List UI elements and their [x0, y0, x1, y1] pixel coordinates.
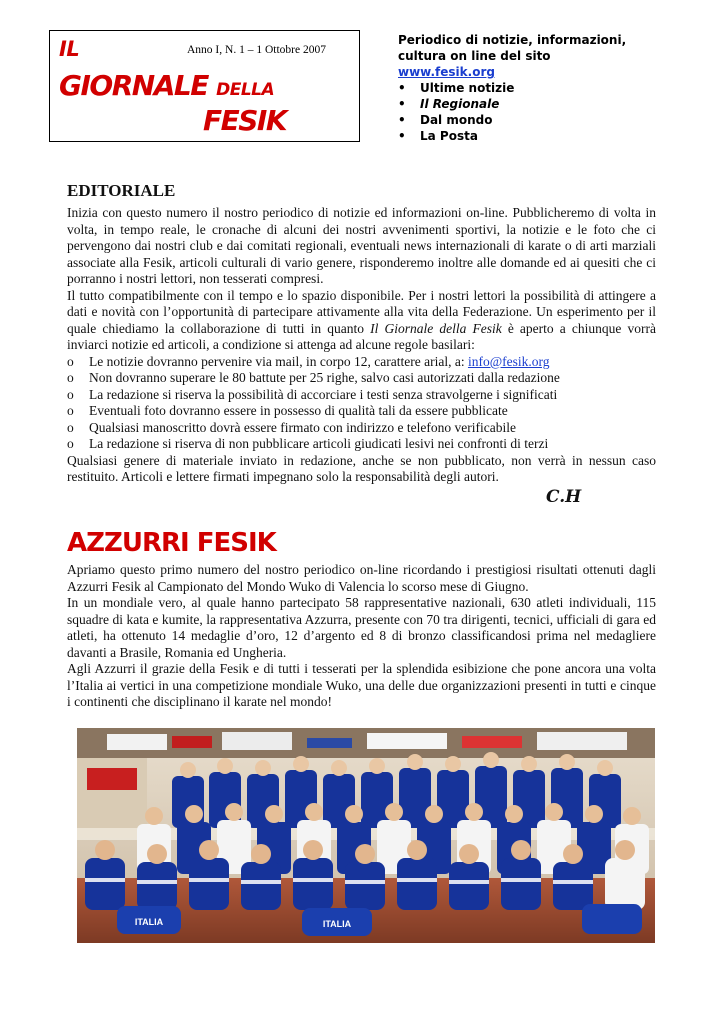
team-photo	[77, 728, 655, 943]
rule-item: o La redazione si riserva di non pubblicare articoli giudicati lesivi nei confronti di terzi	[67, 436, 656, 453]
bag-label: ITALIA	[322, 919, 352, 929]
rule-text: Le notizie dovranno pervenire via mail, in corpo 12, carattere arial, a:	[89, 353, 468, 369]
sidebar-list	[398, 80, 638, 144]
rule-item: o La redazione si riserva la possibilità di accorciare i testi senza stravolgerne i significati	[67, 387, 656, 404]
rules-list	[67, 354, 656, 453]
bag-label: ITALIA	[134, 917, 164, 927]
editoriale-paragraph-3: Qualsiasi genere di materiale inviato in redazione, anche se non pubblicato, non verrà in nessun caso restituito. Articoli e lettere firmati impegnano solo la responsabilità degli autori.	[67, 452, 656, 484]
issue-info: Anno I, N. 1 – 1 Ottobre 2007	[187, 44, 326, 56]
masthead-il: IL	[59, 37, 80, 61]
p2-journal-title: Il Giornale della Fesik	[370, 320, 502, 336]
rule-item	[67, 354, 656, 371]
editoriale-paragraph-1: Inizia con questo numero il nostro periodico di notizie ed informazioni on-line. Pubblicheremo di volta in volta, in tempo reale, le cronache di alcuni dei nostri avvenimenti sportivi, la notizie e le foto che ci pervengono dai nostri club e dai comitati regionali, eventuali news internazionali di karate o di arti marziali associate alla Fesik, articoli culturali di vario genere, risponderemo inoltre alle domande ed ai quesiti che ci porranno i nostri lettori, non tesserati compresi.	[67, 205, 656, 286]
azzurri-paragraph-2: In un mondiale vero, al quale hanno partecipato 58 rappresentative nazionali, 630 atleti individuali, 115 squadre di kata e kumite, la rappresentativa Azzurra, presente con 70 tra dirigenti, tecnici, ufficiali di gara ed atleti, ha ottenuto 14 medaglie d’oro, 12 d’argento ed 8 di bronzo classificandosi prima nel medagliere davanti a Brasile, Romania ed Ungheria.	[67, 595, 656, 660]
masthead-della: DELLA	[216, 80, 275, 100]
masthead-giornale	[59, 69, 274, 102]
rule-item: o Eventuali foto dovranno essere in possesso di qualità tali da essere pubblicate	[67, 403, 656, 420]
rule-item: o Non dovranno superare le 80 battute per 25 righe, salvo casi autorizzati dalla redazione	[67, 370, 656, 387]
masthead-giornale-word: GIORNALE	[59, 69, 208, 102]
azzurri-paragraph-1: Apriamo questo primo numero del nostro periodico on-line ricordando i prestigiosi risultati ottenuti dagli Azzurri Fesik al Campionato del Mondo Wuko di Valencia lo scorso mese di Giugno.	[67, 562, 656, 594]
site-link[interactable]: www.fesik.org	[398, 65, 495, 79]
signature: C.H	[546, 487, 582, 507]
masthead	[49, 30, 360, 142]
sidebar-item-il-regionale: • Il Regionale	[398, 96, 638, 112]
email-link[interactable]: info@fesik.org	[467, 353, 550, 369]
sidebar-line-2: cultura on line del sito	[398, 49, 551, 63]
azzurri-body	[67, 562, 656, 711]
editoriale-paragraph-2	[67, 288, 656, 354]
p2-start: Il tutto compatibilmente con il tempo e lo spazio disponibile. Per i nostri lettori la possibilità di attingere a dati e novità con l’opportunità di partecipare attivamente alla vita della Federazione. Un esperimento per il quale chiediamo la collaborazione di tutti in quanto	[67, 287, 656, 336]
editoriale-body	[67, 205, 656, 486]
sidebar-item-la-posta: • La Posta	[398, 128, 638, 144]
sidebar-item-dal-mondo: • Dal mondo	[398, 112, 638, 128]
masthead-fesik: FESIK	[203, 104, 287, 137]
editoriale-heading: EDITORIALE	[67, 181, 176, 200]
azzurri-heading: AZZURRI FESIK	[67, 528, 276, 558]
team-photo-drawing	[77, 728, 655, 943]
sidebar-line-1: Periodico di notizie, informazioni,	[398, 33, 627, 47]
p2-end: è aperto a chiunque vorrà inviarci notizie ed articoli, a condizione si attenga ad alcune regole basilari:	[67, 320, 656, 352]
sidebar-item-ultime-notizie: • Ultime notizie	[398, 80, 638, 96]
sidebar-info	[398, 32, 638, 144]
azzurri-paragraph-3: Agli Azzurri il grazie della Fesik e di tutti i tesserati per la splendida esibizione che pone ancora una volta l’Italia ai vertici in una competizione mondiale Wuko, una delle due organizzazioni presenti in tutti e cinque i continenti che disciplinano il karate nel mondo!	[67, 661, 656, 709]
rule-item: o Qualsiasi manoscritto dovrà essere firmato con indirizzo e telefono verificabile	[67, 420, 656, 437]
